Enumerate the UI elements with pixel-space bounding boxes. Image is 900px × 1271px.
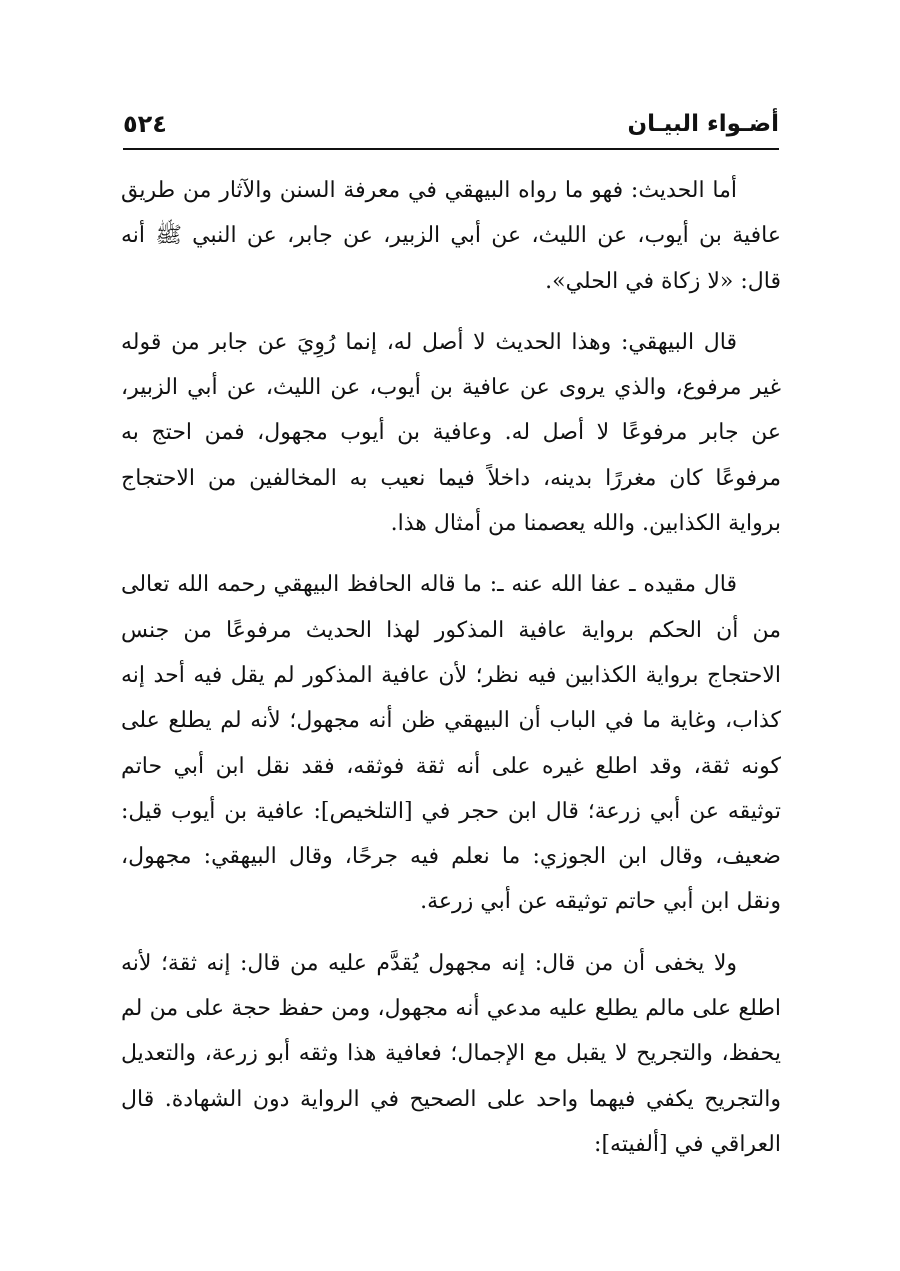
paragraph-hadith: أما الحديث: فهو ما رواه البيهقي في معرفة السنن والآثار من طريق عافية بن أيوب، عن الليث، عن أبي الزبير، عن جابر، عن النبي ﷺ أنه قال: «لا زكاة في الحلي». — [121, 178, 781, 294]
running-header — [123, 106, 779, 146]
header-divider — [123, 148, 779, 150]
paragraph-rebuttal: ولا يخفى أن من قال: إنه مجهول يُقدَّم عليه من قال: إنه ثقة؛ لأنه اطلع على مالم يطلع عليه مدعي أنه مجهول، ومن حفظ حجة على من لم يحفظ، والتجريح لا يقبل مع الإجمال؛ فعافية هذا وثقه أبو زرعة، والتعديل والتجريح يكفي فيهما واحد على الصحيح في الرواية دون الشهادة. قال العراقي في [ألفيته]: — [121, 950, 781, 1157]
book-title: أضـواء البيـان — [627, 111, 779, 137]
paragraph-author-comment: قال مقيده ـ عفا الله عنه ـ: ما قاله الحافظ البيهقي رحمه الله تعالى من أن الحكم برواية عافية المذكور لهذا الحديث مرفوعًا من جنس الاحتجاج برواية الكذابين فيه نظر؛ لأن عافية المذكور لم يقل فيه أحد إنه كذاب، وغاية ما في الباب أن البيهقي ظن أنه مجهول؛ لأنه لم يطلع على كونه ثقة، وقد اطلع غيره على أنه ثقة فوثقه، فقد نقل ابن أبي حاتم توثيقه عن أبي زرعة؛ قال ابن حجر في [التلخيص]: عافية بن أيوب قيل: ضعيف، وقال ابن الجوزي: ما نعلم فيه جرحًا، وقال البيهقي: مجهول، ونقل ابن أبي حاتم توثيقه عن أبي زرعة. — [121, 572, 781, 915]
paragraph-bayhaqi: قال البيهقي: وهذا الحديث لا أصل له، إنما رُوِيَ عن جابر من قوله غير مرفوع، والذي يروى عن عافية بن أيوب، عن الليث، عن أبي الزبير، عن جابر مرفوعًا لا أصل له. وعافية بن أيوب مجهول، فمن احتج به مرفوعًا كان مغررًا بدينه، داخلاً فيما نعيب به المخالفين من الاحتجاج برواية الكذابين. والله يعصمنا من أمثال هذا. — [121, 329, 781, 537]
page-number: ٥٢٤ — [123, 110, 167, 138]
main-text — [121, 168, 781, 1167]
